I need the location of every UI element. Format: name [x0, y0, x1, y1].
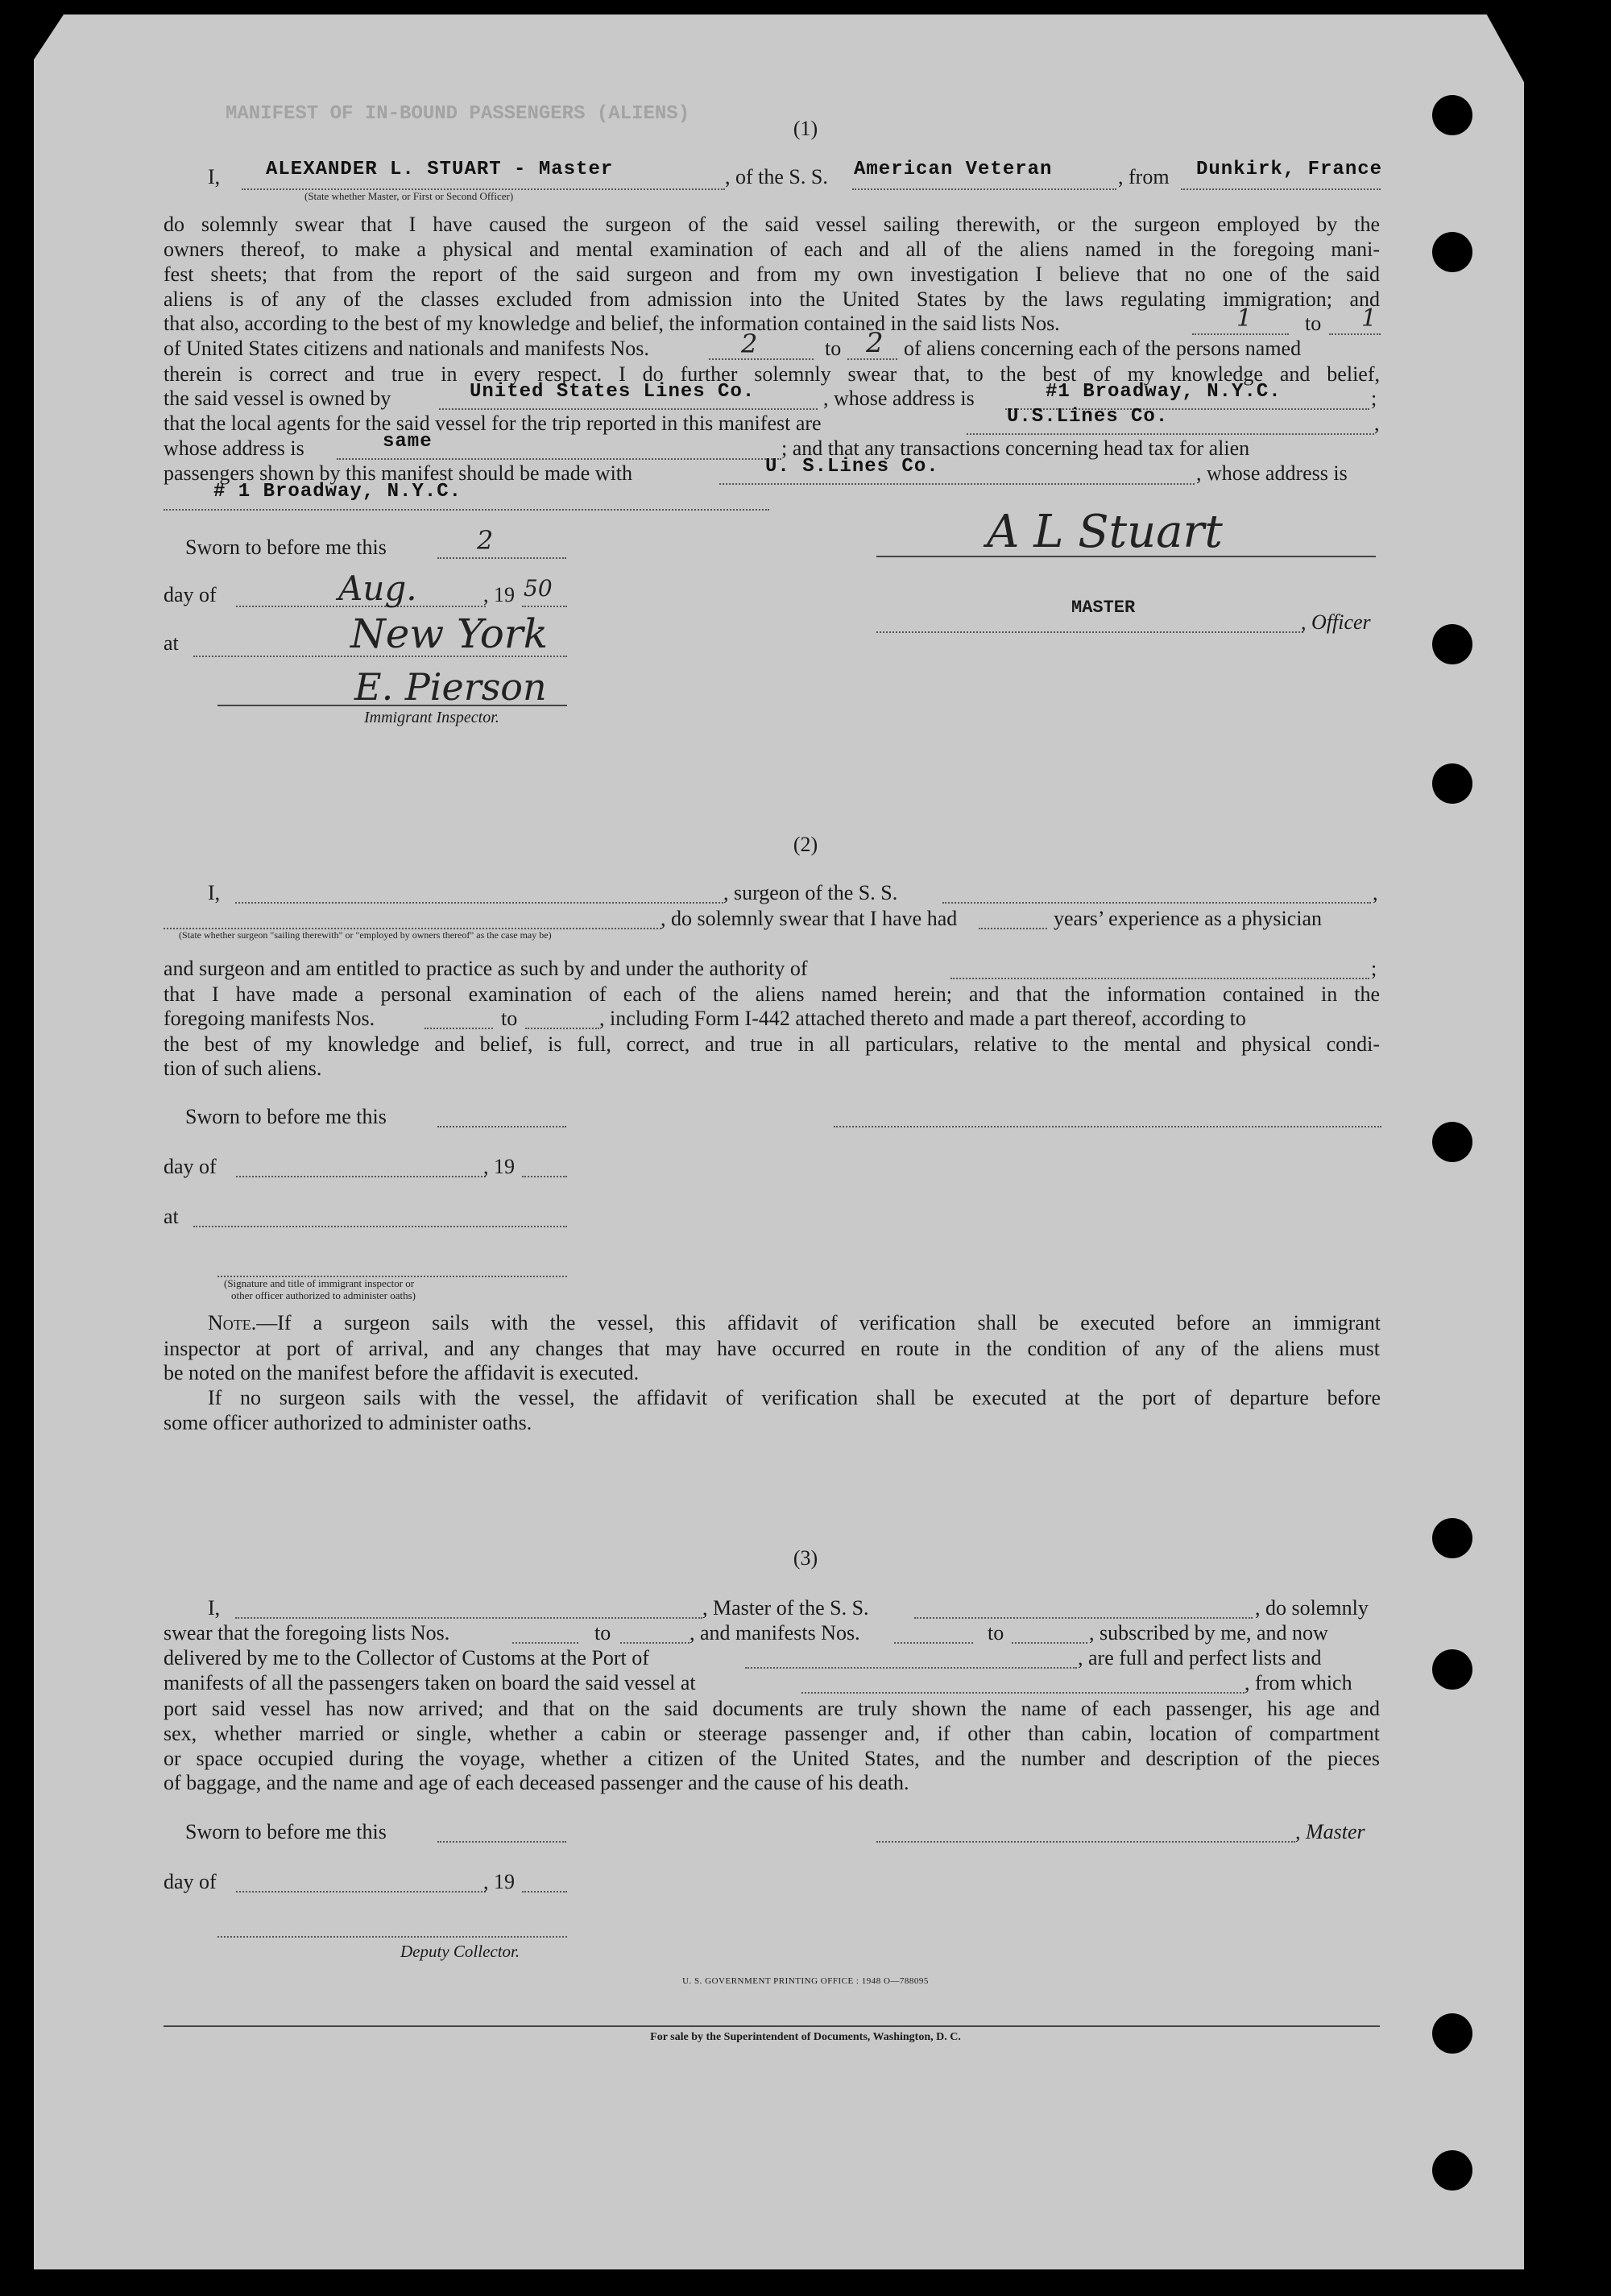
s1-oath-line-7: therein is correct and true in every respect. I do further solemnly swear that, to the best of my knowledge and belief, — [164, 362, 1380, 386]
s3-manifest-from-line — [894, 1640, 973, 1644]
s2-manifest-from-line — [424, 1026, 493, 1029]
s2-note-line-4: If no surgeon sails with the vessel, the affidavit of verification shall be executed at the port of departure before — [208, 1386, 1381, 1409]
s1-year: 50 — [524, 575, 553, 602]
s1-agents-label: that the local agents for the said vessel for the trip reported in this manifest are — [164, 412, 822, 435]
s1-list-from: 1 — [1236, 304, 1253, 333]
binder-hole — [1432, 2150, 1472, 2191]
s3-and-manifests: , and manifests Nos. — [690, 1621, 860, 1644]
gpo-imprint: U. S. GOVERNMENT PRINTING OFFICE : 1948 O—788095 — [682, 1976, 929, 1986]
s1-head-tax-with: U. S.Lines Co. — [765, 456, 939, 478]
s2-note-line-2: inspector at port of arrival, and any changes that may have occurred en route in the condition of any of the aliens must — [164, 1337, 1380, 1360]
s2-authority-line — [950, 976, 1369, 979]
s3-origin-line — [801, 1690, 1244, 1694]
s1-agents-address-label: whose address is — [164, 436, 304, 460]
s1-of-ss-label: , of the S. S. — [725, 165, 828, 188]
binder-hole — [1432, 232, 1472, 272]
s3-master-sig-line — [876, 1839, 1295, 1843]
s3-subscribed: , subscribed by me, and now — [1089, 1621, 1328, 1644]
s1-list-to-label: to — [1305, 312, 1322, 335]
s3-manifest-to-label: to — [988, 1621, 1004, 1644]
s1-oath-line-5: that also, according to the best of my knowledge and belief, the information contained in the said lists Nos. — [164, 312, 1060, 335]
s1-manifest-to-label: to — [825, 337, 842, 360]
s1-master-name: ALEXANDER L. STUART - Master — [266, 159, 614, 180]
s2-day-of-label: day of — [164, 1155, 217, 1178]
s3-name-line — [235, 1615, 702, 1619]
s1-head-tax-address-line — [164, 507, 769, 511]
section-3-heading: (3) — [793, 1546, 818, 1570]
s1-inspector-label: Immigrant Inspector. — [364, 709, 499, 726]
s2-note-line-3: be noted on the manifest before the affidavit is executed. — [164, 1361, 640, 1384]
s2-state-note: (State whether surgeon "sailing therewith" or "employed by owners thereof" as the case may be) — [179, 929, 552, 941]
s3-line-6: sex, whether married or single, whether a cabin or steerage passenger and, if other than cabin, location of compartment — [164, 1722, 1380, 1745]
s2-sworn-label: Sworn to before me this — [185, 1105, 387, 1128]
s3-list-from-line — [512, 1640, 578, 1644]
s2-years-line — [979, 926, 1047, 929]
s1-ship-line — [852, 187, 1116, 190]
s2-ship-line-rule — [942, 900, 1371, 904]
s1-manifest-from-line — [709, 357, 814, 360]
s3-year-prefix: , 19 — [483, 1870, 515, 1893]
s2-year-prefix: , 19 — [483, 1155, 515, 1178]
s1-head-tax-text: ; and that any transactions concerning head tax for alien — [781, 436, 1250, 460]
s1-oath-line-6a: of United States citizens and nationals and manifests Nos. — [164, 337, 649, 360]
s3-sworn-day-line — [437, 1839, 566, 1843]
s3-deputy-sig-line — [217, 1934, 567, 1938]
s3-do-solemnly: , do solemnly — [1255, 1596, 1369, 1620]
s1-rank: MASTER — [1071, 598, 1136, 618]
s1-owner-line — [439, 407, 818, 410]
binder-hole — [1432, 1649, 1472, 1690]
s1-oath-line-3: fest sheets; that from the report of the said surgeon and from my own investigation I believe that no one of the said — [164, 263, 1380, 286]
s1-year-line — [522, 604, 567, 607]
binder-hole — [1432, 624, 1472, 664]
s2-authority-semicolon: ; — [1371, 957, 1377, 980]
s3-ship-line — [914, 1615, 1253, 1619]
s2-ship-comma: , — [1373, 881, 1378, 904]
s3-manifest-to-line — [1012, 1640, 1087, 1644]
s2-note-rest: —If a surgeon sails with the vessel, this affidavit of verification shall be executed before an immigrant — [256, 1311, 1381, 1334]
footer-rule — [164, 2024, 1380, 2027]
s1-officer-line — [876, 630, 1303, 633]
s2-sig-note-1: (Signature and title of immigrant inspector or — [224, 1277, 415, 1289]
s2-note-word: Note. — [208, 1311, 257, 1334]
s1-head-tax-with-line — [719, 482, 1195, 485]
s1-oath-line-1: do solemnly swear that I have caused the surgeon of the said vessel sailing therewith, or the surgeon employed by the — [164, 213, 1380, 236]
s2-to-label: to — [501, 1007, 518, 1030]
s3-sworn-label: Sworn to before me this — [185, 1820, 387, 1843]
s1-manifest-to: 2 — [866, 327, 884, 359]
s2-note-line-5: some officer authorized to administer oaths. — [164, 1411, 532, 1434]
s3-line-4a: manifests of all the passengers taken on board the said vessel at — [164, 1671, 696, 1694]
s3-line-7: or space occupied during the voyage, whether a citizen of the United States, and the number and description of the pieces — [164, 1747, 1380, 1770]
s3-master-label: , Master — [1295, 1820, 1365, 1843]
s3-i-label: I, — [208, 1596, 221, 1620]
s2-at-label: at — [164, 1205, 179, 1228]
s1-owner: United States Lines Co. — [470, 381, 756, 403]
s1-at-label: at — [164, 631, 179, 655]
s1-owner-address: #1 Broadway, N.Y.C. — [1046, 381, 1282, 403]
s2-line-5a: foregoing manifests Nos. — [164, 1007, 375, 1030]
s3-port-line — [745, 1665, 1077, 1669]
s2-line-5b: , including Form I-442 attached thereto and made a part thereof, according to — [599, 1007, 1246, 1030]
binder-hole — [1432, 763, 1472, 804]
s1-day-of-label: day of — [164, 583, 217, 606]
s1-port-line — [1181, 187, 1381, 190]
s3-line-5: port said vessel has now arrived; and that on the said documents are truly shown the name of each passenger, his age and — [164, 1697, 1380, 1720]
section-1-heading: (1) — [793, 117, 818, 140]
s1-place: New York — [350, 610, 548, 657]
s2-note-line-1 — [208, 1311, 1381, 1335]
s1-officer-label: , Officer — [1301, 610, 1371, 634]
s1-inspector-signature: E. Pierson — [354, 665, 547, 709]
for-sale-imprint: For sale by the Superintendent of Documents, Washington, D. C. — [650, 2031, 961, 2043]
s2-name-line — [235, 900, 723, 904]
s1-agents-comma: , — [1374, 412, 1380, 435]
s3-month-line — [236, 1889, 486, 1893]
s1-master-signature: A L Stuart — [987, 506, 1223, 558]
s1-ship-name: American Veteran — [854, 159, 1053, 180]
s2-i-label: I, — [208, 881, 221, 904]
s2-years-text: years’ experience as a physician — [1054, 907, 1323, 930]
s2-manifest-to-line — [525, 1026, 599, 1029]
s3-line-3b: , are full and perfect lists and — [1078, 1646, 1322, 1669]
s1-agents-line — [967, 432, 1374, 435]
s3-list-to-line — [620, 1640, 690, 1644]
s3-master-of: , Master of the S. S. — [702, 1596, 869, 1620]
s3-list-to-label: to — [594, 1621, 611, 1644]
s1-sworn-label: Sworn to before me this — [185, 536, 387, 559]
s2-month-line — [236, 1174, 486, 1177]
s3-year-line — [522, 1889, 567, 1893]
s3-line-4b: , from which — [1244, 1671, 1352, 1694]
s1-sworn-day: 2 — [477, 525, 494, 556]
section-2-heading: (2) — [793, 833, 818, 856]
bleed-through-text: MANIFEST OF IN-BOUND PASSENGERS (ALIENS) — [226, 103, 690, 125]
s2-swear-text: , do solemnly swear that I have had — [661, 907, 958, 930]
s1-list-to: 1 — [1361, 304, 1377, 333]
s2-surgeon-of: , surgeon of the S. S. — [723, 881, 898, 904]
s1-month: Aug. — [338, 569, 417, 608]
s3-line-8: of baggage, and the name and age of each deceased passenger and the cause of his death. — [164, 1771, 909, 1794]
s1-year-prefix: , 19 — [483, 583, 515, 606]
s3-day-of-label: day of — [164, 1870, 217, 1893]
s2-line-6: the best of my knowledge and belief, is full, correct, and true in all particulars, relative to the mental and physical condi- — [164, 1032, 1380, 1056]
s3-deputy-label: Deputy Collector. — [400, 1942, 520, 1961]
s1-agents: U.S.Lines Co. — [1007, 406, 1169, 428]
s1-sworn-day-line — [437, 556, 566, 559]
binder-hole — [1432, 1122, 1472, 1162]
s1-manifest-from: 2 — [741, 329, 758, 359]
s1-oath-line-2: owners thereof, to make a physical and mental examination of each and all of the aliens named in the foregoing mani- — [164, 238, 1380, 261]
s1-state-note: (State whether Master, or First or Second Officer) — [304, 190, 514, 202]
s1-agents-address-line — [337, 457, 781, 460]
s1-head-tax-label: passengers shown by this manifest should be made with — [164, 461, 633, 485]
s2-signature-line — [834, 1124, 1381, 1127]
s1-whose-address-label: , whose address is — [823, 387, 975, 410]
s1-owner-semicolon: ; — [1371, 387, 1377, 410]
s1-oath-line-6b: of aliens concerning each of the persons named — [904, 337, 1302, 360]
s1-from-label: , from — [1118, 165, 1170, 188]
s1-whose-address-end: , whose address is — [1196, 461, 1348, 485]
s1-head-tax-address: # 1 Broadway, N.Y.C. — [213, 481, 462, 503]
s1-owned-label: the said vessel is owned by — [164, 387, 391, 410]
s1-from-port: Dunkirk, France — [1196, 159, 1383, 180]
s2-line-7: tion of such aliens. — [164, 1057, 322, 1080]
s2-line-4: that I have made a personal examination of each of the aliens named herein; and that the information contained in the — [164, 983, 1380, 1006]
s2-year-line — [522, 1174, 567, 1177]
s3-line-2a: swear that the foregoing lists Nos. — [164, 1621, 450, 1644]
s2-sworn-day-line — [437, 1124, 566, 1127]
s2-place-line — [193, 1224, 567, 1227]
s1-oath-line-4: aliens is of any of the classes excluded from admission into the United States by the laws regulating immigration; and — [164, 288, 1380, 311]
s1-i-label: I, — [208, 165, 221, 188]
s2-sig-note-2: other officer authorized to administer oaths) — [231, 1289, 416, 1301]
s3-line-3a: delivered by me to the Collector of Customs at the Port of — [164, 1646, 649, 1669]
s2-line-3: and surgeon and am entitled to practice as such by and under the authority of — [164, 957, 808, 980]
s1-agents-address: same — [383, 431, 433, 453]
